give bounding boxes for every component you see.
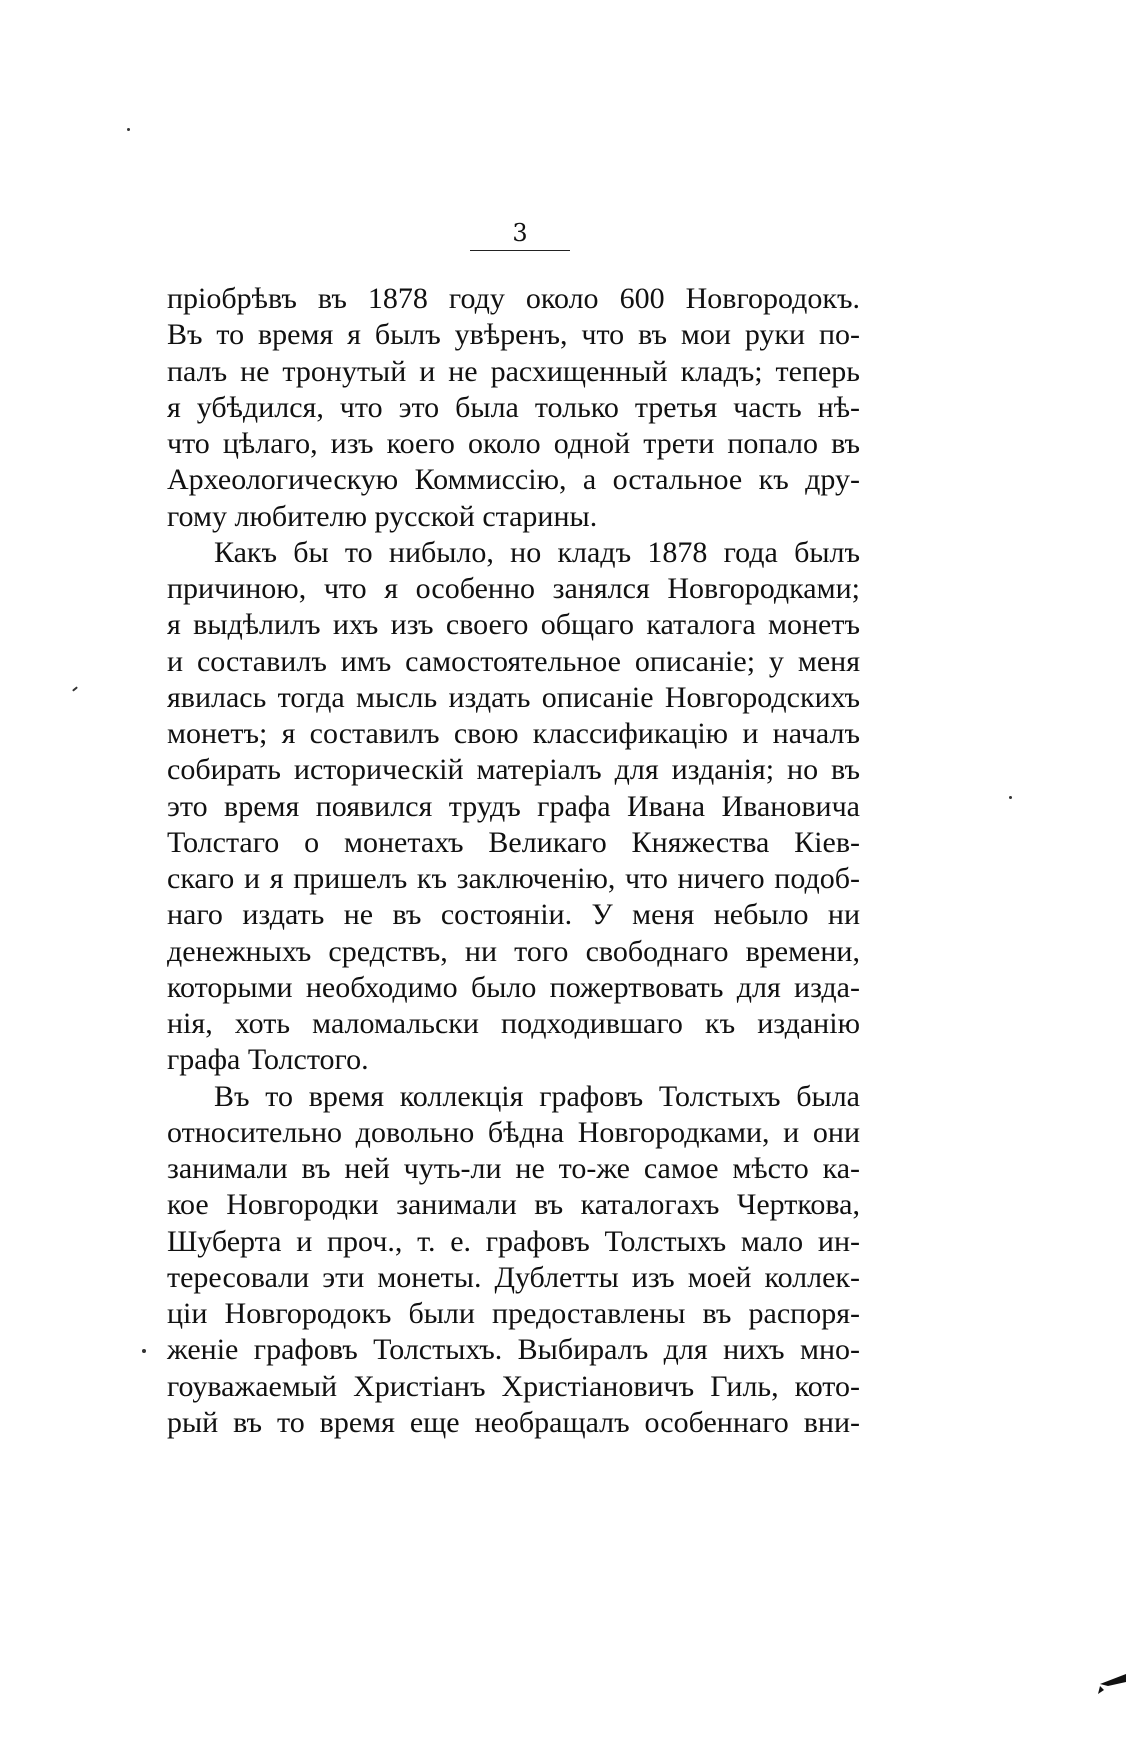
text-line: наго издать не въ состояніи. У меня небыло ни (167, 898, 860, 932)
text-line: Толстаго о монетахъ Великаго Княжества Кіев- (167, 825, 860, 859)
page-number: 3 (470, 218, 570, 251)
scan-speck (127, 128, 130, 131)
text-line: Какъ бы то нибыло, но кладъ 1878 года былъ (214, 535, 860, 569)
text-line: которыми необходимо было пожертвовать для изда- (167, 970, 860, 1004)
text-line: Археологическую Коммиссію, а остальное къ дру- (167, 463, 860, 497)
text-line: явилась тогда мысль издать описаніе Новгородскихъ (167, 680, 860, 714)
text-line: денежныхъ средствъ, ни того свободнаго времени, (167, 934, 860, 968)
scan-speck (72, 686, 78, 691)
text-line: причиною, что я особенно занялся Новгородками; (167, 572, 860, 605)
body-text (167, 281, 860, 1441)
text-line: и составилъ имъ самостоятельное описаніе; у меня (167, 644, 860, 678)
text-line: Въ то время я былъ увѣренъ, что въ мои руки по- (167, 318, 860, 352)
text-line: что цѣлаго, изъ коего около одной трети попало въ (167, 427, 860, 460)
text-line: это время появился трудъ графа Ивана Ивановича (167, 789, 860, 823)
text-line: собирать историческій матеріалъ для изданія; но въ (167, 753, 860, 787)
text-line: Въ то время коллекція графовъ Толстыхъ была (214, 1079, 860, 1113)
text-line: палъ не тронутый и не расхищенный кладъ; теперь (167, 354, 860, 388)
scan-corner-mark (1098, 1672, 1128, 1694)
text-line: тересовали эти монеты. Дублетты изъ моей коллек- (167, 1260, 860, 1294)
text-line: я выдѣлилъ ихъ изъ своего общаго каталога монетъ (167, 608, 860, 642)
scan-speck (142, 1349, 146, 1353)
text-line: относительно довольно бѣдна Новгородками, и они (167, 1115, 860, 1149)
scan-speck (1009, 796, 1012, 799)
text-line: рый въ то время еще необращалъ особеннаго вни- (167, 1405, 860, 1439)
text-line: я убѣдился, что это была только третья часть нѣ- (167, 390, 860, 424)
text-line: гоуважаемый Христіанъ Христіановичъ Гиль, кото- (167, 1369, 860, 1403)
text-line: женіе графовъ Толстыхъ. Выбиралъ для нихъ мно- (167, 1333, 860, 1367)
text-line: графа Толстого. (167, 1043, 369, 1077)
text-line: Шуберта и проч., т. е. графовъ Толстыхъ мало ин- (167, 1224, 860, 1258)
text-line: нія, хоть маломальски подходившаго къ изданію (167, 1007, 860, 1040)
text-line: кое Новгородки занимали въ каталогахъ Черткова, (167, 1188, 860, 1222)
text-line: скаго и я пришелъ къ заключенію, что ничего подоб- (167, 862, 860, 895)
text-line: монетъ; я составилъ свою классификацію и началъ (167, 717, 860, 750)
text-line: ціи Новгородокъ были предоставлены въ распоря- (167, 1297, 860, 1330)
text-line: пріобрѣвъ въ 1878 году около 600 Новгородокъ. (167, 282, 860, 315)
text-line: гому любителю русской старины. (167, 499, 598, 533)
text-line: занимали въ ней чуть-ли не то-же самое мѣсто ка- (167, 1152, 860, 1185)
